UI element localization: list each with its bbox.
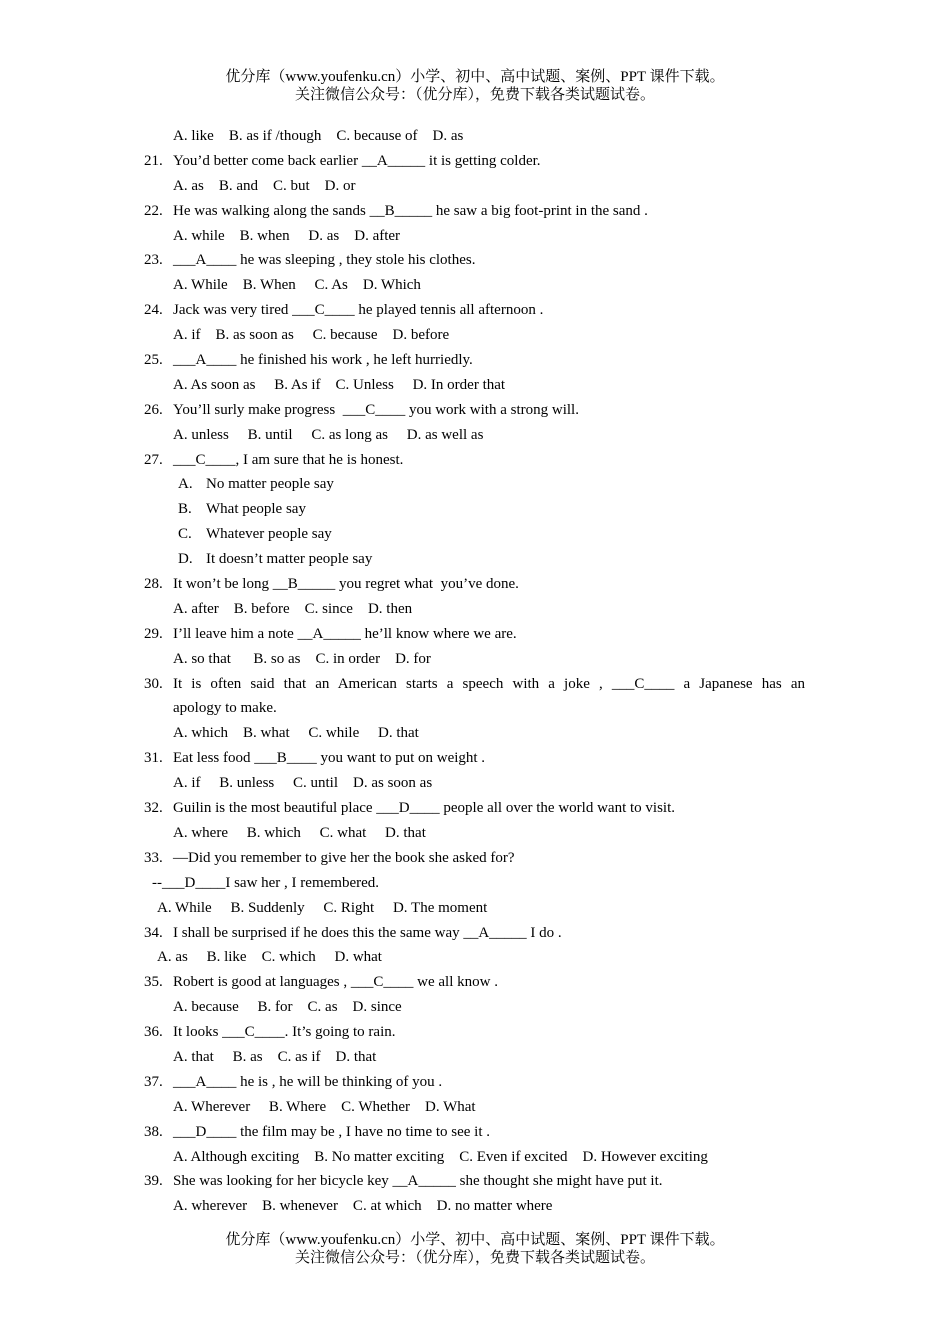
question-line: [0, 149, 950, 174]
question-text: Eat less food ___B____ you want to put on weight .: [173, 750, 486, 767]
question-number: 31.: [144, 750, 163, 767]
line-text: A. because B. for C. as D. since: [173, 999, 402, 1016]
options-line: [0, 273, 950, 298]
question-text: It won’t be long __B_____ you regret what you’ve done.: [173, 576, 519, 593]
line-text: --___D____I saw her , I remembered.: [152, 874, 379, 891]
option-letter: D.: [178, 551, 193, 568]
options-line: [0, 423, 950, 448]
line-text: A. As soon as B. As if C. Unless D. In order that: [173, 376, 506, 393]
question-line: [0, 1070, 950, 1095]
options-line: [0, 1045, 950, 1070]
line-text: What people say: [206, 501, 306, 518]
question-line: [0, 1169, 950, 1194]
question-line: [0, 348, 950, 373]
question-line: [0, 846, 950, 871]
options-line: [0, 323, 950, 348]
question-text: I’ll leave him a note __A_____ he’ll know where we are.: [173, 625, 517, 642]
question-text: ___A____ he is , he will be thinking of you .: [173, 1073, 443, 1090]
option-line: [0, 522, 950, 547]
options-line: [0, 224, 950, 249]
question-text: ___C____, I am sure that he is honest.: [173, 451, 404, 468]
question-line: [0, 746, 950, 771]
options-line: [0, 945, 950, 970]
line-text: A. that B. as C. as if D. that: [173, 1048, 377, 1065]
question-line: [0, 1020, 950, 1045]
page-header: [0, 68, 950, 104]
question-text: ___D____ the film may be , I have no time to see it .: [173, 1123, 491, 1140]
question-line: [0, 921, 950, 946]
options-line: [0, 721, 950, 746]
question-text: —Did you remember to give her the book she asked for?: [173, 849, 515, 866]
answer-line: [0, 871, 950, 896]
line-text: No matter people say: [206, 476, 334, 493]
line-text: A. after B. before C. since D. then: [173, 600, 413, 617]
question-line: [0, 970, 950, 995]
question-number: 24.: [144, 302, 163, 319]
option-line: [0, 497, 950, 522]
line-text: A. unless B. until C. as long as D. as well as: [173, 426, 484, 443]
line-text: It doesn’t matter people say: [206, 551, 373, 568]
question-number: 21.: [144, 152, 163, 169]
question-text: It is often said that an American starts a speech with a joke , ___C____ a Japanese has an: [173, 675, 805, 692]
question-line: [0, 672, 950, 697]
question-number: 28.: [144, 576, 163, 593]
footer-line-1: 优分库（www.youfenku.cn）小学、初中、高中试题、案例、PPT 课件下载。: [225, 1232, 725, 1248]
question-line: [0, 796, 950, 821]
question-number: 33.: [144, 849, 163, 866]
question-number: 36.: [144, 1024, 163, 1041]
question-line: [0, 572, 950, 597]
option-line: [0, 547, 950, 572]
line-text: A. which B. what C. while D. that: [173, 725, 419, 742]
options-line: [0, 1095, 950, 1120]
question-number: 34.: [144, 924, 163, 941]
header-line-2: 关注微信公众号：（优分库），免费下载各类试题试卷。: [294, 87, 655, 103]
question-number: 22.: [144, 202, 163, 219]
question-text: ___A____ he was sleeping , they stole his clothes.: [173, 252, 476, 269]
options-line: [0, 647, 950, 672]
question-line: [0, 398, 950, 423]
question-number: 38.: [144, 1123, 163, 1140]
line-text: A. wherever B. whenever C. at which D. no matter where: [173, 1198, 553, 1215]
line-text: apology to make.: [173, 700, 277, 717]
options-line: [0, 821, 950, 846]
page-footer: [0, 1231, 950, 1267]
options-line: [0, 373, 950, 398]
line-text: A. so that B. so as C. in order D. for: [173, 650, 431, 667]
options-line: [0, 124, 950, 149]
option-line: [0, 472, 950, 497]
question-line: [0, 448, 950, 473]
question-text: Jack was very tired ___C____ he played tennis all afternoon .: [173, 302, 544, 319]
options-line: [0, 1145, 950, 1170]
question-line: [0, 622, 950, 647]
question-number: 29.: [144, 625, 163, 642]
line-text: A. Wherever B. Where C. Whether D. What: [173, 1098, 476, 1115]
line-text: Whatever people say: [206, 526, 332, 543]
options-line: [0, 771, 950, 796]
question-number: 25.: [144, 352, 163, 369]
question-line: [0, 248, 950, 273]
options-line: [0, 1194, 950, 1219]
question-text: She was looking for her bicycle key __A_____ she thought she might have put it.: [173, 1173, 663, 1190]
line-text: A. if B. as soon as C. because D. before: [173, 327, 450, 344]
question-number: 26.: [144, 401, 163, 418]
question-continuation: [0, 696, 950, 721]
line-text: A. while B. when D. as D. after: [173, 227, 401, 244]
question-text: He was walking along the sands __B_____ he saw a big foot-print in the sand .: [173, 202, 648, 219]
line-text: A. While B. When C. As D. Which: [173, 277, 421, 294]
line-text: A. as B. like C. which D. what: [157, 949, 382, 966]
question-text: You’ll surly make progress ___C____ you work with a strong will.: [173, 401, 579, 418]
question-line: [0, 298, 950, 323]
options-line: [0, 174, 950, 199]
option-letter: C.: [178, 526, 192, 543]
option-letter: B.: [178, 501, 192, 518]
question-line: [0, 1120, 950, 1145]
line-text: A. as B. and C. but D. or: [173, 177, 356, 194]
question-list: [0, 124, 950, 1219]
options-line: [0, 995, 950, 1020]
question-text: It looks ___C____. It’s going to rain.: [173, 1024, 396, 1041]
question-line: [0, 199, 950, 224]
question-number: 37.: [144, 1073, 163, 1090]
options-line: [0, 896, 950, 921]
footer-line-2: 关注微信公众号：（优分库），免费下载各类试题试卷。: [294, 1250, 655, 1266]
question-number: 30.: [144, 675, 163, 692]
line-text: A. where B. which C. what D. that: [173, 824, 426, 841]
line-text: A. While B. Suddenly C. Right D. The moment: [157, 899, 488, 916]
question-number: 35.: [144, 974, 163, 991]
option-letter: A.: [178, 476, 193, 493]
options-line: [0, 597, 950, 622]
line-text: A. like B. as if /though C. because of D. as: [173, 128, 464, 144]
question-text: Guilin is the most beautiful place ___D____ people all over the world want to visit.: [173, 800, 675, 817]
question-text: Robert is good at languages , ___C____ we all know .: [173, 974, 498, 991]
question-number: 39.: [144, 1173, 163, 1190]
question-text: You’d better come back earlier __A_____ it is getting colder.: [173, 152, 541, 169]
question-number: 23.: [144, 252, 163, 269]
question-text: ___A____ he finished his work , he left hurriedly.: [173, 352, 473, 369]
question-text: I shall be surprised if he does this the same way __A_____ I do .: [173, 924, 562, 941]
line-text: A. Although exciting B. No matter exciting C. Even if excited D. However exciting: [173, 1148, 708, 1165]
question-number: 27.: [144, 451, 163, 468]
line-text: A. if B. unless C. until D. as soon as: [173, 775, 433, 792]
question-number: 32.: [144, 800, 163, 817]
header-line-1: 优分库（www.youfenku.cn）小学、初中、高中试题、案例、PPT 课件下载。: [225, 69, 725, 85]
